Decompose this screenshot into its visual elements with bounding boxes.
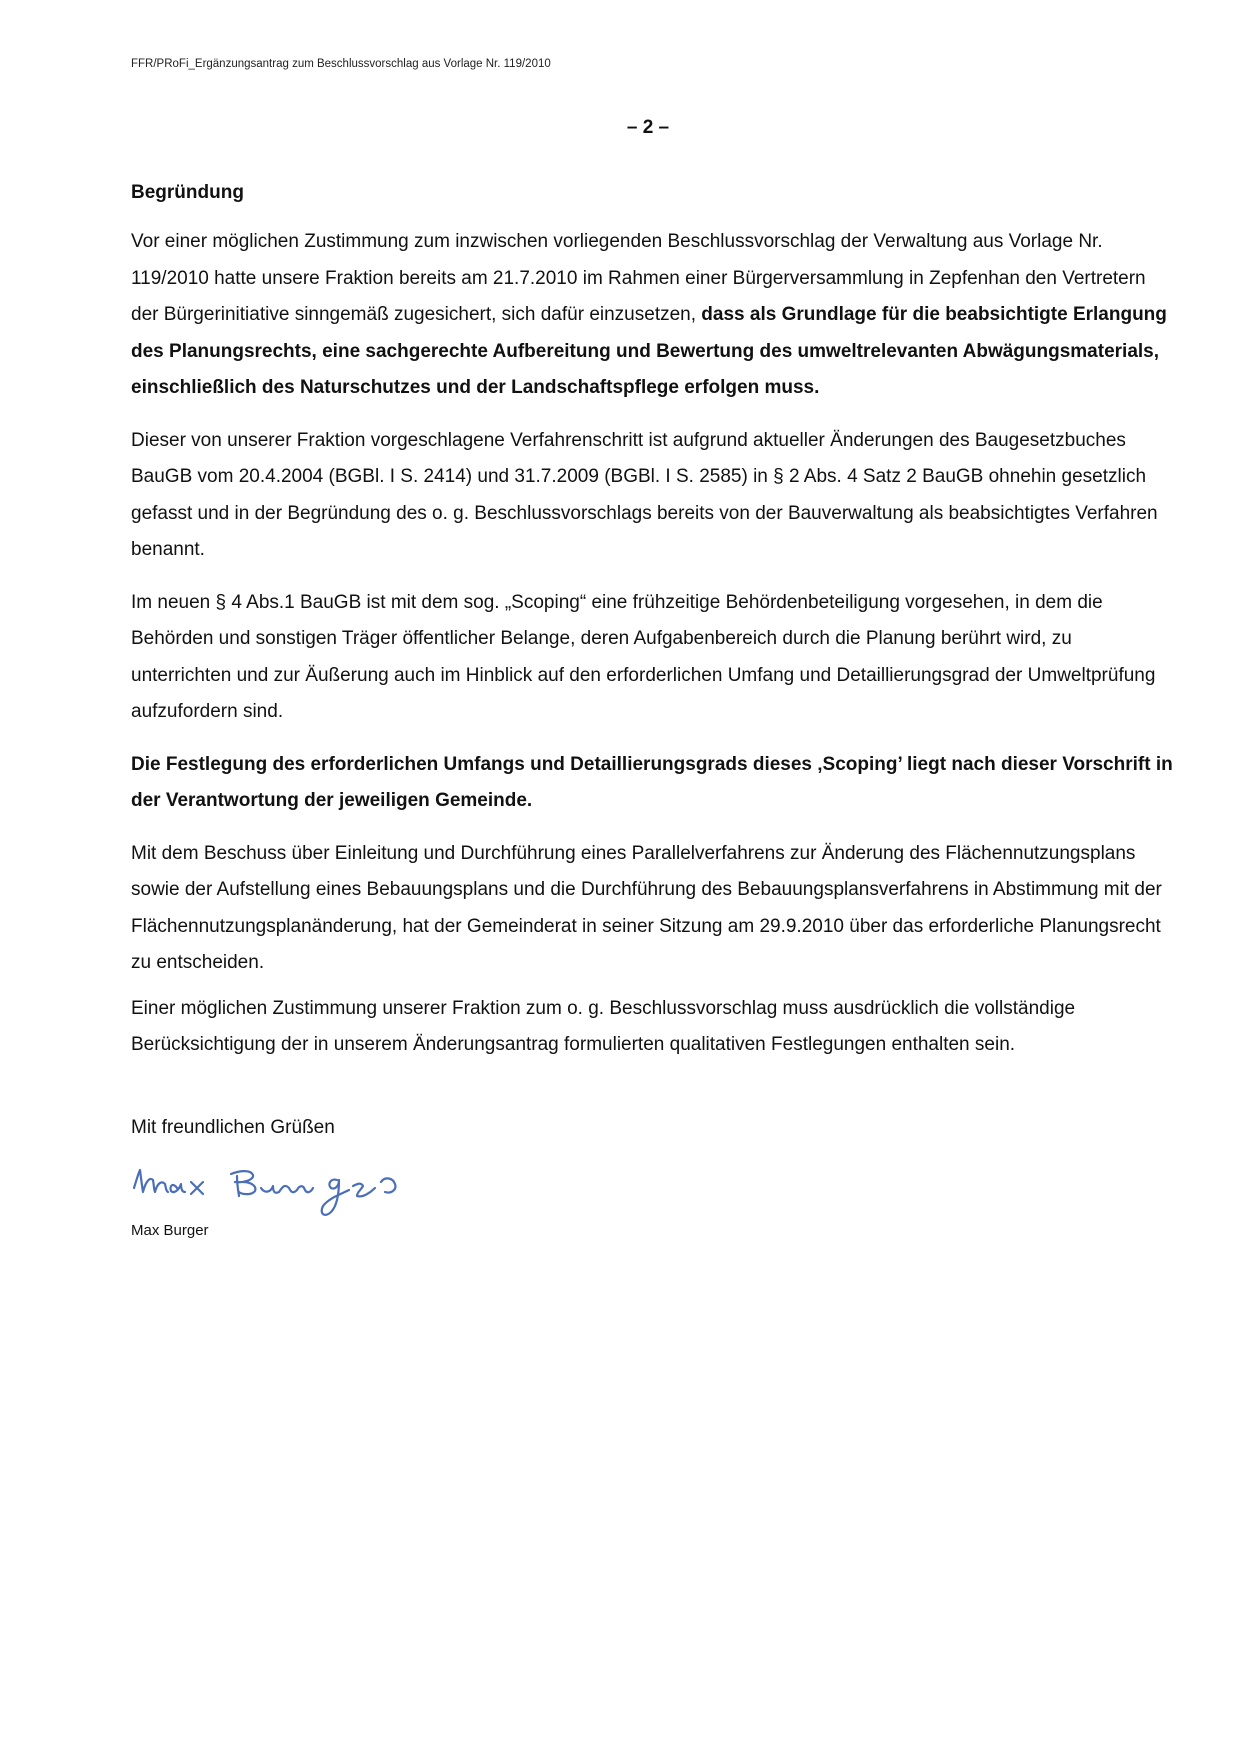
signer-name: Max Burger — [131, 1222, 209, 1239]
signature-strokes — [134, 1170, 395, 1215]
paragraph-1 — [131, 224, 1176, 407]
page-number: – 2 – — [626, 117, 670, 138]
paragraph-5: Mit dem Beschuss über Einleitung und Durchführung eines Parallelverfahrens zur Änderung des Flächennutzungsplans sowie der Aufstellung eines Bebauungsplans und die Durchführung des Bebauungsplansverfahrens in Abstimmung mit der Flächennutzungsplanänderung, hat der Gemeinderat in seiner Sitzung am 29.9.2010 über das erforderliche Planungsrecht zu entscheiden. — [131, 842, 1162, 973]
paragraph-3: Im neuen § 4 Abs.1 BauGB ist mit dem sog. „Scoping“ eine frühzeitige Behördenbeteiligung vorgesehen, in dem die Behörden und sonstigen Träger öffentlicher Belange, deren Aufgabenbereich durch die Planung berührt wird, zu unterrichten und zur Äußerung auch im Hinblick auf den erforderlichen Umfang und Detaillierungsgrad der Umweltprüfung aufzufordern sind. — [131, 591, 1156, 722]
document-body — [131, 178, 1176, 1080]
closing-salutation: Mit freundlichen Grüßen — [131, 1117, 335, 1138]
paragraph-6: Einer möglichen Zustimmung unserer Fraktion zum o. g. Beschlussvorschlag muss ausdrücklich die vollständige Berücksichtigung der in unserem Änderungsantrag formulierten qualitativen Festlegungen enthalten sein. — [131, 997, 1076, 1055]
handwritten-signature — [131, 1148, 461, 1228]
paragraph-4-emphasis: Die Festlegung des erforderlichen Umfangs und Detaillierungsgrads dieses ‚Scoping’ liegt nach dieser Vorschrift in der Verantwortung der jeweiligen Gemeinde. — [131, 753, 1173, 811]
paragraph-1-text: Vor einer möglichen Zustimmung zum inzwischen vorliegenden Beschlussvorschlag der Verwaltung aus Vorlage Nr. 119/2010 hatte unsere Fraktion bereits am 21.7.2010 im Rahmen einer Bürgerversammlung in Zepfenhan den Vertretern der Bürgerinitiative sinngemäß zugesichert, sich dafür einzusetzen, — [131, 231, 1146, 325]
section-heading: Begründung — [131, 182, 244, 203]
paragraph-1-emphasis: dass als Grundlage für die beabsichtigte Erlangung des Planungsrechts, eine sachgerechte Aufbereitung und Bewertung des umweltrelevanten Abwägungsmaterials, einschließlich des Naturschutzes und der Landschaftspflege erfolgen muss. — [131, 304, 1167, 398]
paragraph-2: Dieser von unserer Fraktion vorgeschlagene Verfahrenschritt ist aufgrund aktueller Änderungen des Baugesetzbuches BauGB vom 20.4.2004 (BGBl. I S. 2414) und 31.7.2009 (BGBl. I S. 2585) in § 2 Abs. 4 Satz 2 BauGB ohnehin gesetzlich gefasst und in der Begründung des o. g. Beschlussvorschlags bereits von der Bauverwaltung als beabsichtigtes Verfahren benannt. — [131, 429, 1158, 560]
running-header: FFR/PRoFi_Ergänzungsantrag zum Beschlussvorschlag aus Vorlage Nr. 119/2010 — [131, 58, 551, 70]
